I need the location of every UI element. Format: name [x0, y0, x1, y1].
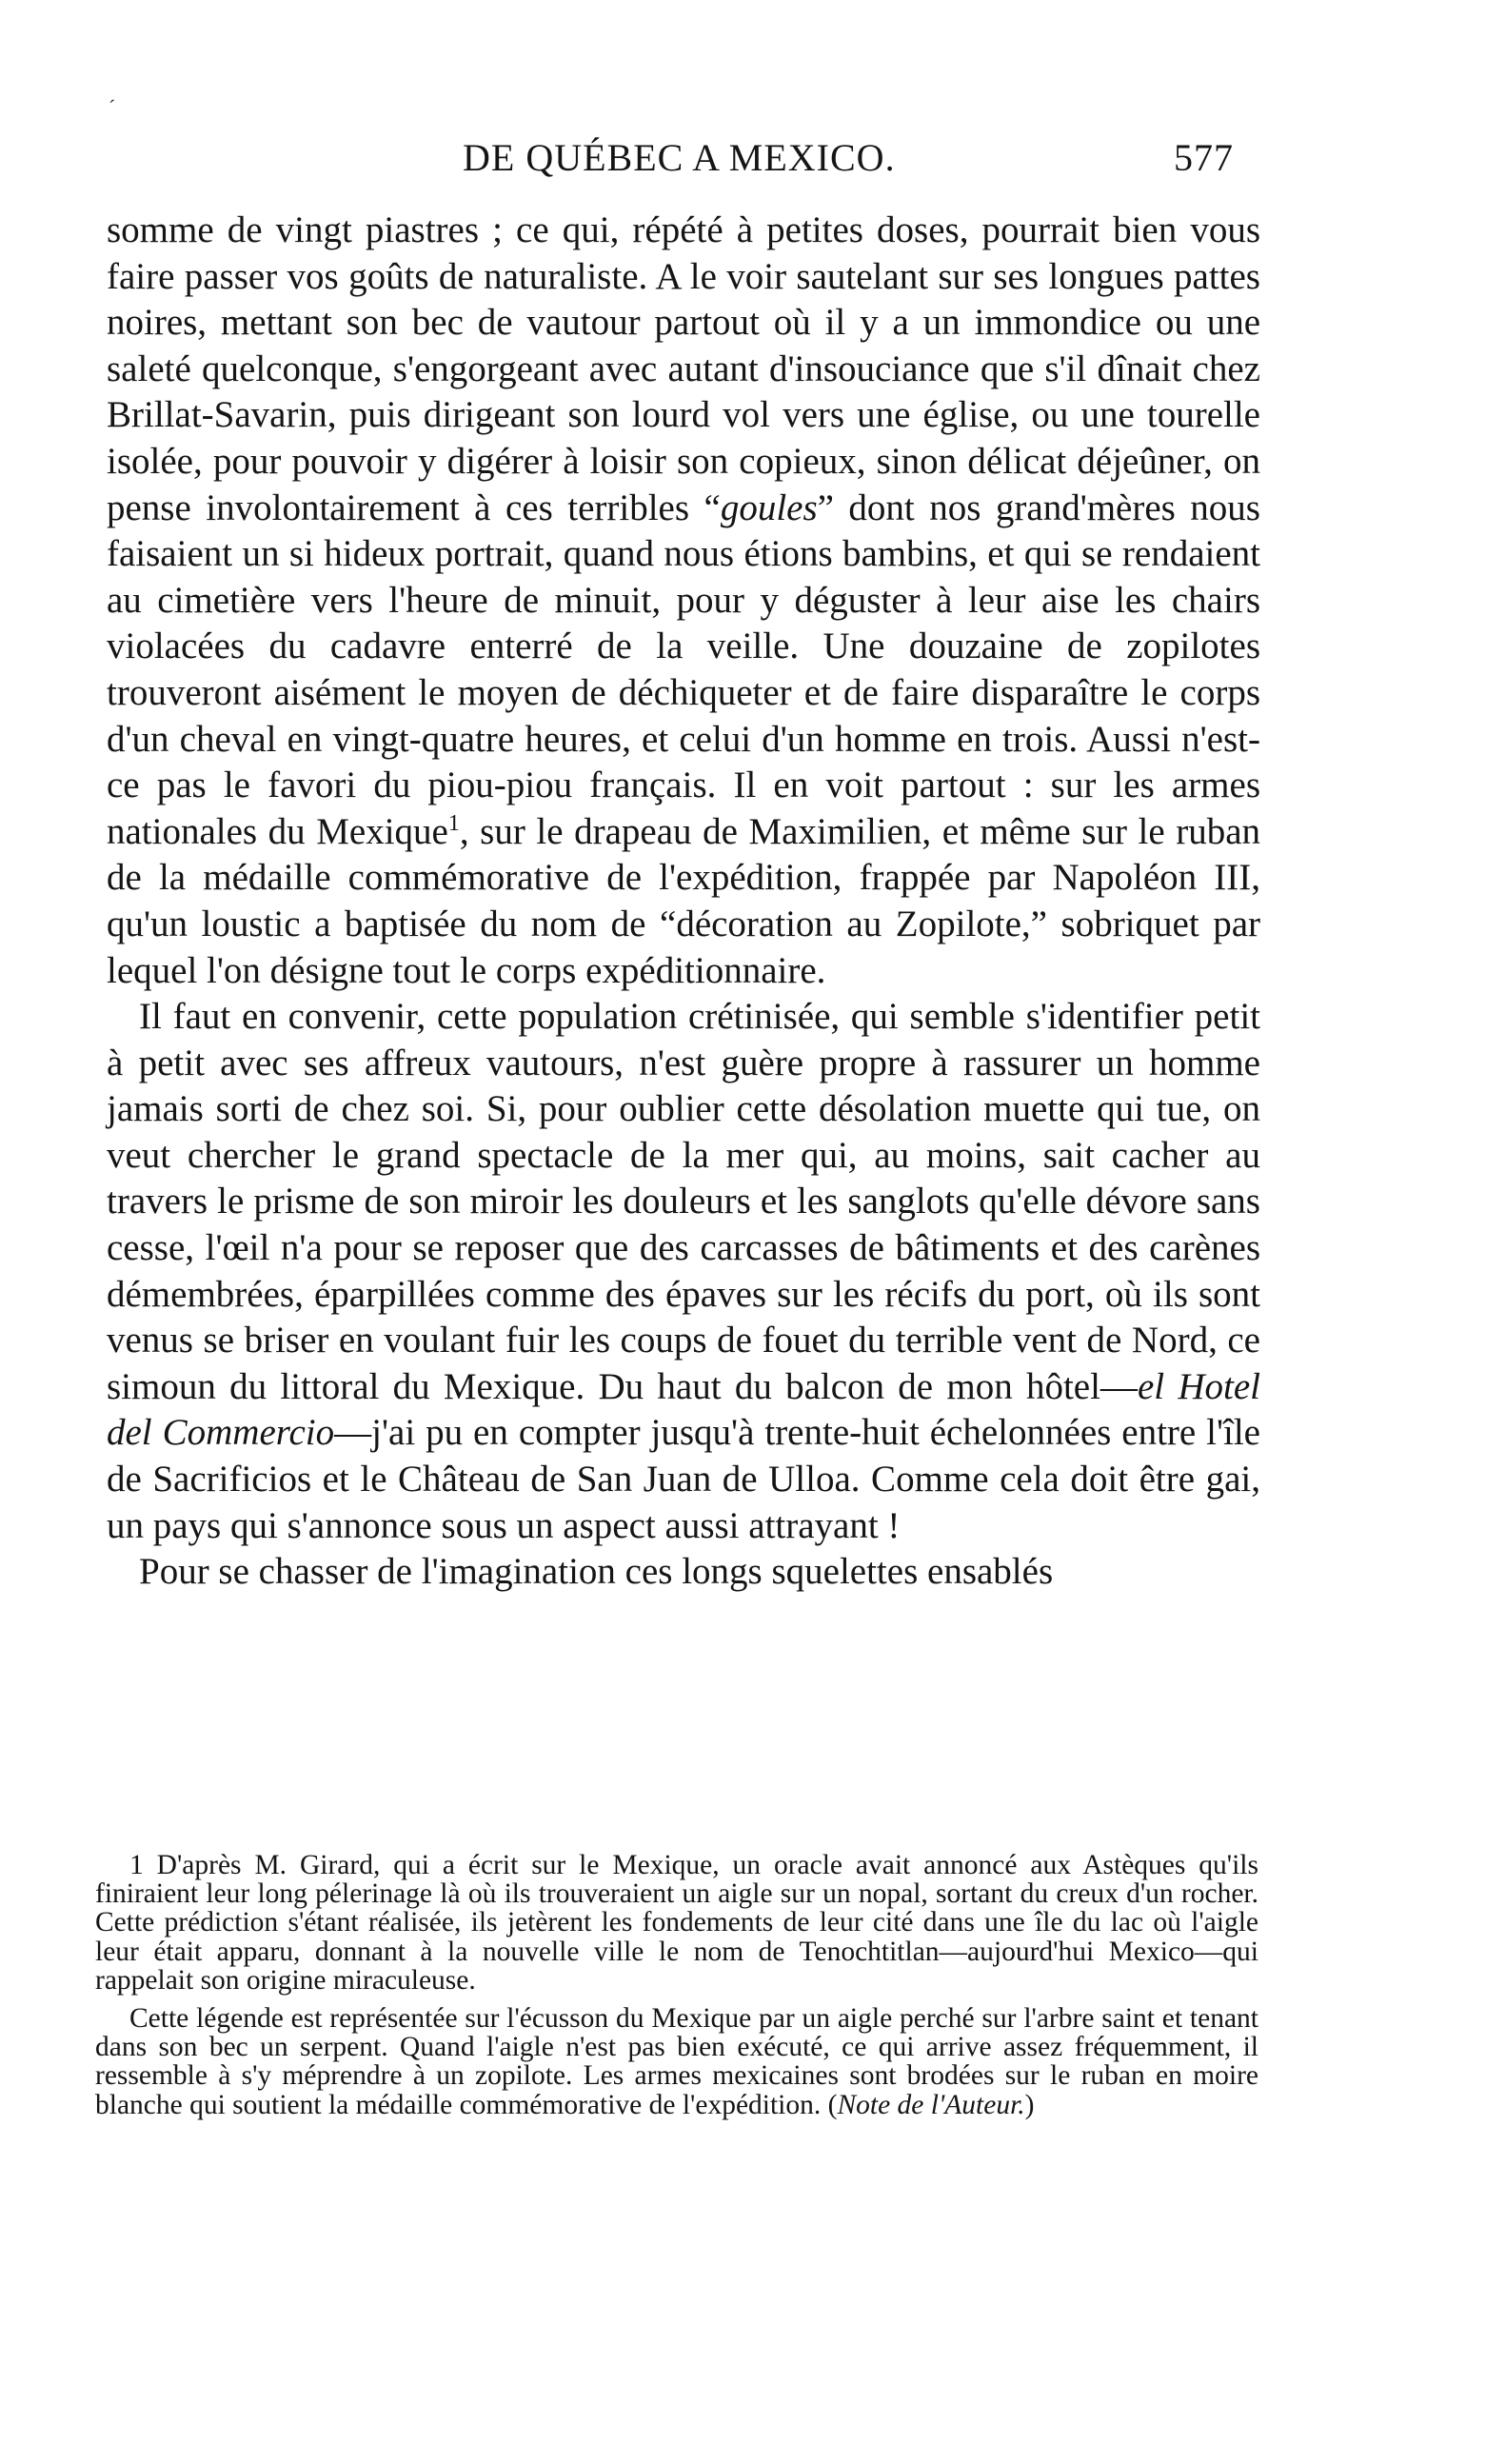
footnote-reference: 1	[447, 810, 460, 836]
italic-hotel-name: el Hotel del Commercio	[107, 1365, 1260, 1454]
footnotes	[95, 1851, 1258, 2119]
text-span: somme de vingt piastres ; ce qui, répété à petites doses, pourrait bien vous faire passer vos goûts de naturaliste. A le voir sautelant sur ses longues pattes noires, mettant son bec de vautour partout où il y a un immondice ou une saleté quelconque, s'engorgeant avec autant d'insouciance que s'il dînait chez Brillat-Savarin, puis dirigeant son lourd vol vers une église, ou une tourelle isolée, pour pouvoir y digérer à loisir son copieux, sinon délicat déjeûner, on pense involontairement à ces terribles “	[107, 209, 1260, 528]
body-text	[107, 208, 1260, 1596]
text-span: —j'ai pu en compter jusqu'à trente-huit échelonnées entre l'île de Sacrificios et le Château de San Juan de Ulloa. Comme cela doit être gai, un pays qui s'annonce sous un aspect aussi attrayant !	[107, 1412, 1260, 1546]
text-span: ” dont nos grand'mères nous faisaient un si hideux portrait, quand nous étions bambins, et qui se rendaient au cimetière vers l'heure de minuit, pour y déguster à leur aise les chairs violacées du cadavre enterré de la veille. Une douzaine de zopilotes trouveront aisément le moyen de déchiqueter et de faire disparaître le corps d'un cheval en vingt-quatre heures, et celui d'un homme en trois. Aussi n'est-ce pas le favori du piou-piou français. Il en voit partout : sur les armes nationales du Mexique	[107, 487, 1260, 852]
page-header	[0, 135, 1506, 192]
page-number: 577	[1174, 136, 1234, 179]
paragraph-2	[107, 994, 1260, 1549]
text-span: , sur le drapeau de Maximilien, et même sur le ruban de la médaille commémorative de l'expédition, frappée par Napoléon III, qu'un loustic a baptisée du nom de “décoration au Zopilote,” sobriquet par lequel l'on désigne tout le corps expéditionnaire.	[107, 810, 1261, 991]
paragraph-3: Pour se chasser de l'imagination ces longs squelettes ensablés	[139, 1551, 1054, 1593]
text-span: Il faut en convenir, cette population crétinisée, qui semble s'identifier petit à petit avec ses affreux vautours, n'est guère propre à rassurer un homme jamais sorti de chez soi. Si, pour oublier cette désolation muette qui tue, on veut chercher le grand spectacle de la mer qui, au moins, sait cacher au travers le prisme de son miroir les douleurs et les sanglots qu'elle dévore sans cesse, l'œil n'a pour se reposer que des carcasses de bâtiments et des carènes démembrées, éparpillées comme des épaves sur les récifs du port, où ils sont venus se briser en voulant fuir les coups de fouet du terrible vent de Nord, ce simoun du littoral du Mexique. Du haut du balcon de mon hôtel—	[107, 996, 1260, 1407]
running-head: DE QUÉBEC A MEXICO.	[463, 136, 896, 179]
footnote-1: 1 D'après M. Girard, qui a écrit sur le Mexique, un oracle avait annoncé aux Astèques qu'ils finiraient leur long pélerinage là où ils trouveraient un aigle sur un nopal, sortant du creux d'un rocher. Cette prédiction s'étant réalisée, ils jetèrent les fondements de leur cité dans une île du lac où l'aigle leur était apparu, donnant à la nouvelle ville le nom de Tenochtitlan—aujourd'hui Mexico—qui rappelait son origine miraculeuse.	[95, 1850, 1258, 1996]
text-span: Cette légende est représentée sur l'écusson du Mexique par un aigle perché sur l'arbre saint et tenant dans son bec un serpent. Quand l'aigle n'est pas bien exécuté, ce qui arrive assez fréquemment, il ressemble à s'y méprendre à un zopilote. Les armes mexicaines sont brodées sur le ruban en moire blanche qui soutient la médaille commémorative de l'expédition. (	[95, 2003, 1258, 2120]
italic-author-note: Note de l'Auteur.	[837, 2089, 1025, 2120]
italic-term-goules: goules	[720, 487, 818, 528]
paragraph-1	[107, 208, 1260, 994]
text-span: )	[1024, 2089, 1035, 2120]
footnote-1-continued	[95, 2004, 1258, 2119]
corner-mark: ´	[109, 95, 116, 119]
